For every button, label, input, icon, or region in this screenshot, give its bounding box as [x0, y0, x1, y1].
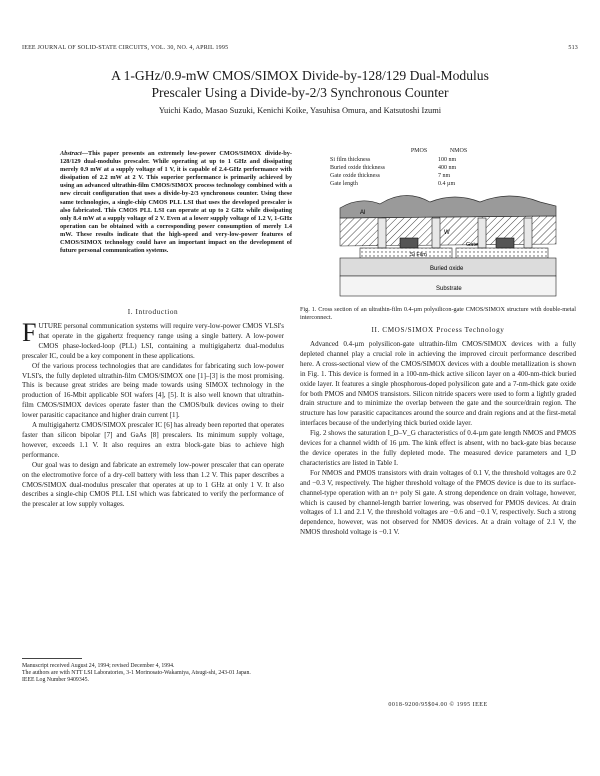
legend-value: 100 nm [438, 157, 457, 163]
w-plug-3 [478, 218, 486, 248]
drop-cap: F [22, 318, 37, 347]
footnotes [22, 658, 284, 684]
w-plug-2 [432, 218, 440, 248]
legend-value: 7 nm [438, 173, 451, 179]
process-paragraph-1: Advanced 0.4-µm polysilicon-gate ultrathin-film CMOS/SIMOX devices with a fully depleted channel play a crucial role in achieving the improved circuit performance described here. A cross-sectional view of the CMOS/SIMOX devices with a double metallization is shown in Fig. 1. This device is formed in a 100-nm-thick active silicon layer on a 400-nm-thick buried oxide layer. It features a single phosphorous-doped polysilicon gate and a 7-nm-thick gate oxide for both PMOS and NMOS transistors. Silicon nitride spacers were used to form a lightly graded drain structure and to minimize the overlap between the gate and the source/drain region. The structure has low parasitic capacitances around the source and drain regions and at the first-metal interfaces because of the underlying thick buried oxide layer. [300, 340, 576, 428]
label-gate: Gate [466, 242, 478, 248]
figure-1 [320, 146, 576, 306]
legend-key: Gate oxide thickness [330, 173, 380, 179]
legend-key: Gate length [330, 181, 358, 187]
metal-2-layer [340, 195, 556, 218]
section-title-process: II. CMOS/SIMOX Process Technology [371, 326, 505, 334]
legend-row [330, 165, 480, 173]
abstract-text: This paper presents an extremely low-power CMOS/SIMOX divide-by-128/129 dual-modulus prescaler. While operating at up to 1 GHz and dissipating merely 0.9 mW at a supply voltage of 1 V, it is capable of 2.4-GHz performance with dissipation of 2.2 mW at 2 V. This superior performance is primarily achieved by using an advanced ultrathin-film CMOS/SIMOX process technology combined with a new circuit configuration that uses a divide-by-2/3 synchronous counter. Using these same technologies, a single-chip CMOS PLL LSI that uses the developed prescaler is also fabricated. This CMOS PLL LSI can operate at up to 2 GHz while dissipating only 8.4 mW at a supply voltage of 2 V. Even at a lower supply voltage of 1.2 V, 1-GHz operation can be obtained with a corresponding power consumption of merely 1.4 mW. These results indicate that the high-speed and very-low-power features of CMOS/SIMOX technology could have an important impact on the development of future personal communication systems. [60, 150, 292, 255]
process-paragraph-3: For NMOS and PMOS transistors with drain voltages of 0.1 V, the threshold voltages are 0.2 and −0.3 V, respectively. The higher threshold voltage of the PMOS device is due to its surface-channel-type operation with an n+ poly Si gate. A strong dependence on drain voltage, however, which is caused by channel-length barrier lowering, was observed for PMOS devices. At drain voltages of 1.1 and 2.1 V, the threshold voltages are −0.6 and −0.1 V, respectively. Such a strong dependence, however, was not observed for NMOS devices. At a drain voltage of 2.1 V, the NMOS threshold voltage is −0.1 V. [300, 468, 576, 537]
legend-row [330, 173, 480, 181]
si-film-nmos [360, 248, 452, 258]
abstract-lead: Abstract— [60, 150, 88, 157]
legend-pmos: PMOS [410, 148, 428, 154]
running-header [22, 45, 578, 55]
introduction-body [22, 318, 284, 510]
section-title-introduction: I. Introduction [127, 308, 179, 316]
paper-title [40, 67, 560, 101]
legend-key: Si film thickness [330, 157, 371, 163]
gate-nmos [400, 238, 418, 248]
si-film-pmos [456, 248, 548, 258]
process-body [300, 340, 576, 538]
label-buried-oxide: Buried oxide [430, 266, 464, 272]
footnote-received: Manuscript received August 24, 1994; revised December 4, 1994. [22, 663, 175, 669]
legend-row [330, 157, 480, 165]
legend-nmos: NMOS [449, 148, 468, 154]
label-substrate: Substrate [436, 286, 462, 292]
label-w: W [444, 230, 450, 236]
legend-value: 400 nm [438, 165, 457, 171]
title-line-1: A 1-GHz/0.9-mW CMOS/SIMOX Divide-by-128/129 Dual-Modulus [111, 68, 489, 83]
legend-header [400, 148, 480, 154]
label-si-film: Si Film [410, 252, 427, 258]
legend-row [330, 181, 480, 189]
legend-key: Buried oxide thickness [330, 165, 385, 171]
figure-caption: Fig. 1. Cross section of an ultrathin-film 0.4-µm polysilicon-gate CMOS/SIMOX structure with double-metal interconnect. [300, 306, 576, 321]
legend-value: 0.4 µm [438, 181, 456, 187]
title-line-2: Prescaler Using a Divide-by-2/3 Synchronous Counter [151, 85, 449, 100]
footnote-affiliation: The authors are with NTT LSI Laboratories, 3-1 Morinosato-Wakamiya, Atsugi-shi, 243-01 Japan. [22, 670, 251, 676]
intro-paragraph-3: A multigigahertz CMOS/SIMOX prescaler IC [6] has already been reported that operates faster than silicon bipolar [7] and GaAs [8] prescalers. Its minimum supply voltage, however, exceeds 1.1 V. It also requires an extra block-gate bias to achieve high performance. [22, 421, 284, 459]
intro-p1-text: UTURE personal communication systems will require very-low-power CMOS VLSI's that operate in the gigahertz frequency range using a single battery. A low-power CMOS phase-locked-loop (PLL) LSI, containing a multigigahertz dual-modulus prescaler IC, could be a key component in these applications. [22, 322, 284, 360]
footnote-rule [22, 658, 82, 659]
label-al: Al [360, 210, 366, 216]
page-number: 513 [568, 45, 578, 51]
process-paragraph-2: Fig. 2 shows the saturation I_D–V_G characteristics of 0.4-µm gate length NMOS and PMOS devices for a channel width of 16 µm. The kink effect is absent, with no back-gate bias because the device operates in the fully depleted mode. The measured device parameters and I_D characteristics are listed in Table I. [300, 429, 576, 467]
intro-paragraph-1 [22, 318, 284, 362]
journal-line: IEEE JOURNAL OF SOLID-STATE CIRCUITS, VOL. 30, NO. 4, APRIL 1995 [22, 45, 229, 51]
ieee-copyright-line: 0018-9200/95$04.00 © 1995 IEEE [388, 702, 488, 708]
author-list: Yuichi Kado, Masao Suzuki, Kenichi Koike, Yasuhisa Omura, and Katsutoshi Izumi [158, 106, 442, 115]
intro-paragraph-2: Of the various process technologies that are candidates for fabricating such low-power VLSI's, the fully depleted ultrathin-film CMOS/SIMOX one [1]–[3] is the most promising. This is because great strides are being made towards using SIMOX technology in the production of 16-Mbit applicable SOI wafers [4], [5]. It is also well known that ultrathin-film CMOS/SIMOX devices operate faster than the CMOS/bulk devices owing to their lower parasitic capacitance and higher drain current [1]. [22, 361, 284, 420]
w-plug-1 [378, 218, 386, 248]
intro-paragraph-4: Our goal was to design and fabricate an extremely low-power prescaler that can operate on the electromotive force of a dry-cell battery with less than 1.2 V. This paper describes a CMOS/SIMOX dual-modulus prescaler that operates at up to 1 GHz at only 1 V. It also describes a single-chip CMOS PLL LSI which was fabricated to verify the performance of the prescaler at low supply voltages. [22, 460, 284, 509]
gate-pmos [496, 238, 514, 248]
w-plug-4 [524, 218, 532, 248]
abstract [60, 150, 292, 255]
footnote-ieee-log: IEEE Log Number 9409345. [22, 677, 89, 683]
